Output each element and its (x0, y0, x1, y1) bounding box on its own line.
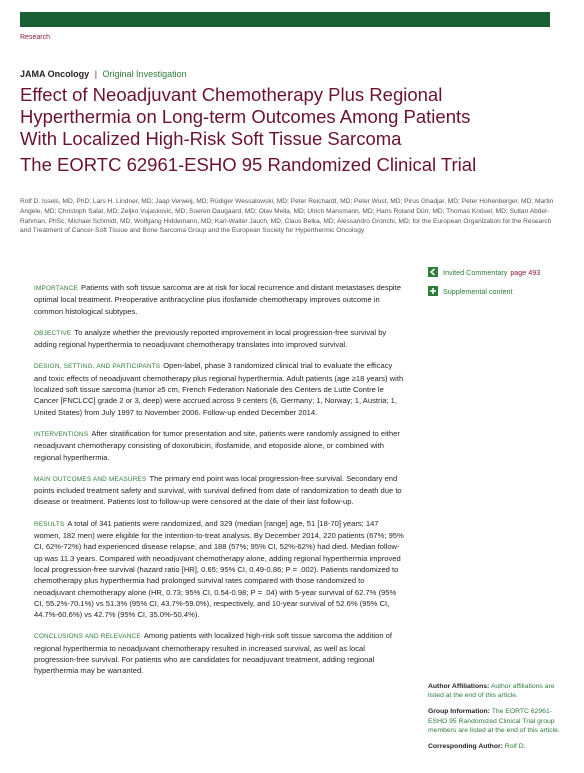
author-affiliations (428, 682, 568, 700)
abstract-heading: RESULTS (34, 520, 65, 528)
abstract-text: The primary end point was local progression-free survival. Secondary end points included treatment safety and survival, with survival defined from date of randomization to death due to disease or treatment. Patients lost to follow-up were censored at the date of their last follow-up. (34, 473, 402, 507)
abstract-heading: CONCLUSIONS AND RELEVANCE (34, 633, 141, 641)
abstract-importance (34, 282, 406, 317)
journal-banner (20, 12, 550, 27)
invited-commentary-label: Invited Commentary (443, 267, 508, 277)
abstract-interventions (34, 428, 406, 463)
article-side-info (428, 682, 568, 758)
invited-commentary-link[interactable] (428, 267, 568, 277)
abstract-outcomes (34, 473, 406, 508)
corresponding-label: Corresponding Author: (428, 743, 503, 751)
journal-line (20, 69, 187, 79)
group-info-label: Group Information: (428, 708, 490, 716)
abstract-text: A total of 341 patients were randomized, and 329 (median [range] age, 51 [18-70] years; 147 women, 182 men) were eligible for the intention-to-treat analysis. By December 2014, 220 patients (67%; 95% CI, 62%-72%) had experienced disease relapse, and 188 (57%; 95% CI, 52%-62%) had died. Median follow-up was 11.3 years. Compared with neoadjuvant chemotherapy alone, adding regional hyperthermia improved local progression-free survival (hazard ratio [HR], 0.65; 95% CI, 0.49-0.86; P = .002). Patients randomized to chemotherapy plus hyperthermia had prolonged survival rates compared with those randomized to neoadjuvant chemotherapy alone (HR, 0.73; 95% CI, 0.54-0.98; P = .04) with 5-year survival of 62.7% (95% CI, 55.2%-70.1%) vs 51.3% (95% CI, 43.7%-59.0%), respectively, and 10-year survival of 52.6% (95% CI, 44.7%-60.6%) vs 42.7% (95% CI, 35.0%-50.4%). (34, 518, 404, 620)
affiliations-label: Author Affiliations: (428, 683, 490, 690)
affiliations-text: Author affiliations are listed at the end of this article. (428, 683, 555, 700)
author-list: Rolf D. Issels, MD, PhD; Lars H. Lindner, MD; Jaap Verweij, MD; Rüdiger Wessalowski, MD; Peter Reichardt, MD; Peter Wust, MD; Pirus Ghadjar, MD; Peter Hohenberger, MD; Martin Angele, MD; Christoph Salat, MD; Zeljko Vujaskovic, MD; Soeren Daugaard, MD; Olav Mella, MD; Ulrich Mansmann, MD; Hans Roland Dürr, MD; Thomas Knösel, MD; Sultan Abdel-Rahman, PhSc; Michael Schmidt, MD; Wolfgang Hiddemann, MD; Karl-Walter Jauch, MD; Claus Belka, MD; Alessandro Gronchi, MD; for the European Organization for the Research and Treatment of Cancer-Soft Tissue and Bone Sarcoma Group and the European Society for Hyperthermic Oncology (20, 198, 554, 235)
abstract-text: Among patients with localized high-risk soft tissue sarcoma the addition of regional hyperthermia to neoadjuvant chemotherapy resulted in increased survival, as well as local progression-free survival. For patients who are candidates for neoadjuvant treatment, adding regional hyperthermia may be warranted. (34, 631, 392, 676)
abstract-text: After stratification for tumor presentation and site, patients were randomly assigned to either neoadjuvant chemotherapy consisting of doxorubicin, ifosfamide, and etoposide alone, or combined with regional hyperthermia. (34, 428, 400, 462)
arrow-left-icon (428, 267, 438, 277)
abstract-heading: IMPORTANCE (34, 285, 79, 292)
abstract-heading: INTERVENTIONS (34, 430, 89, 438)
journal-separator: | (94, 69, 98, 79)
sidebar-links (428, 267, 568, 305)
corresponding-text: Rolf D. (504, 743, 526, 751)
abstract-text: Open-label, phase 3 randomized clinical trial to evaluate the efficacy and toxic effects of neoadjuvant chemotherapy plus regional hyperthermia. Adult patients (age ≥18 years) with localized soft tissue sarcoma (tumor ≥5 cm, French Federation Nationale des Centers de Lutte Contre le Cancer [FNCLCC] grade 2 or 3, deep) were accrued across 9 centers (6, Germany; 1, Norway; 1, Austria; 1, United States) from July 1997 to November 2006. Follow-up ended December 2014. (34, 361, 404, 417)
section-label: Research (20, 34, 50, 41)
abstract-heading: OBJECTIVE (34, 329, 72, 337)
group-information (428, 707, 568, 735)
corresponding-author (428, 742, 568, 751)
journal-name: JAMA Oncology (20, 69, 90, 79)
article-type: Original Investigation (102, 69, 187, 79)
plus-icon (428, 286, 438, 296)
abstract-results (34, 518, 406, 621)
abstract-heading: DESIGN, SETTING, AND PARTICIPANTS (34, 363, 161, 371)
abstract (34, 282, 406, 687)
abstract-text: To analyze whether the previously reported improvement in local progression-free survival by adding regional hyperthermia to neoadjuvant chemotherapy translates into improved survival. (34, 327, 387, 350)
abstract-conclusions (34, 630, 406, 676)
article-title: Effect of Neoadjuvant Chemotherapy Plus Regional Hyperthermia on Long-term Outcomes Among Patients With Localized High-Risk Soft Tissue Sarcoma (20, 84, 471, 149)
article-subtitle: The EORTC 62961-ESHO 95 Randomized Clinical Trial (20, 154, 477, 175)
abstract-design (34, 360, 406, 417)
abstract-text: Patients with soft tissue sarcoma are at risk for local recurrence and distant metastases despite optimal local treatment. Preoperative anthracycline plus ifosfamide chemotherapy improves outcome in common histological subtypes. (34, 283, 401, 316)
group-info-text: The EORTC 62961-ESHO 95 Randomized Clinical Trial group members are listed at the end of this article. (428, 708, 560, 734)
abstract-objective (34, 327, 406, 351)
invited-commentary-page: page 493 (510, 267, 541, 277)
supplemental-content-label: Supplemental content (443, 286, 513, 296)
abstract-heading: MAIN OUTCOMES AND MEASURES (34, 475, 147, 483)
supplemental-content-link[interactable] (428, 286, 568, 296)
